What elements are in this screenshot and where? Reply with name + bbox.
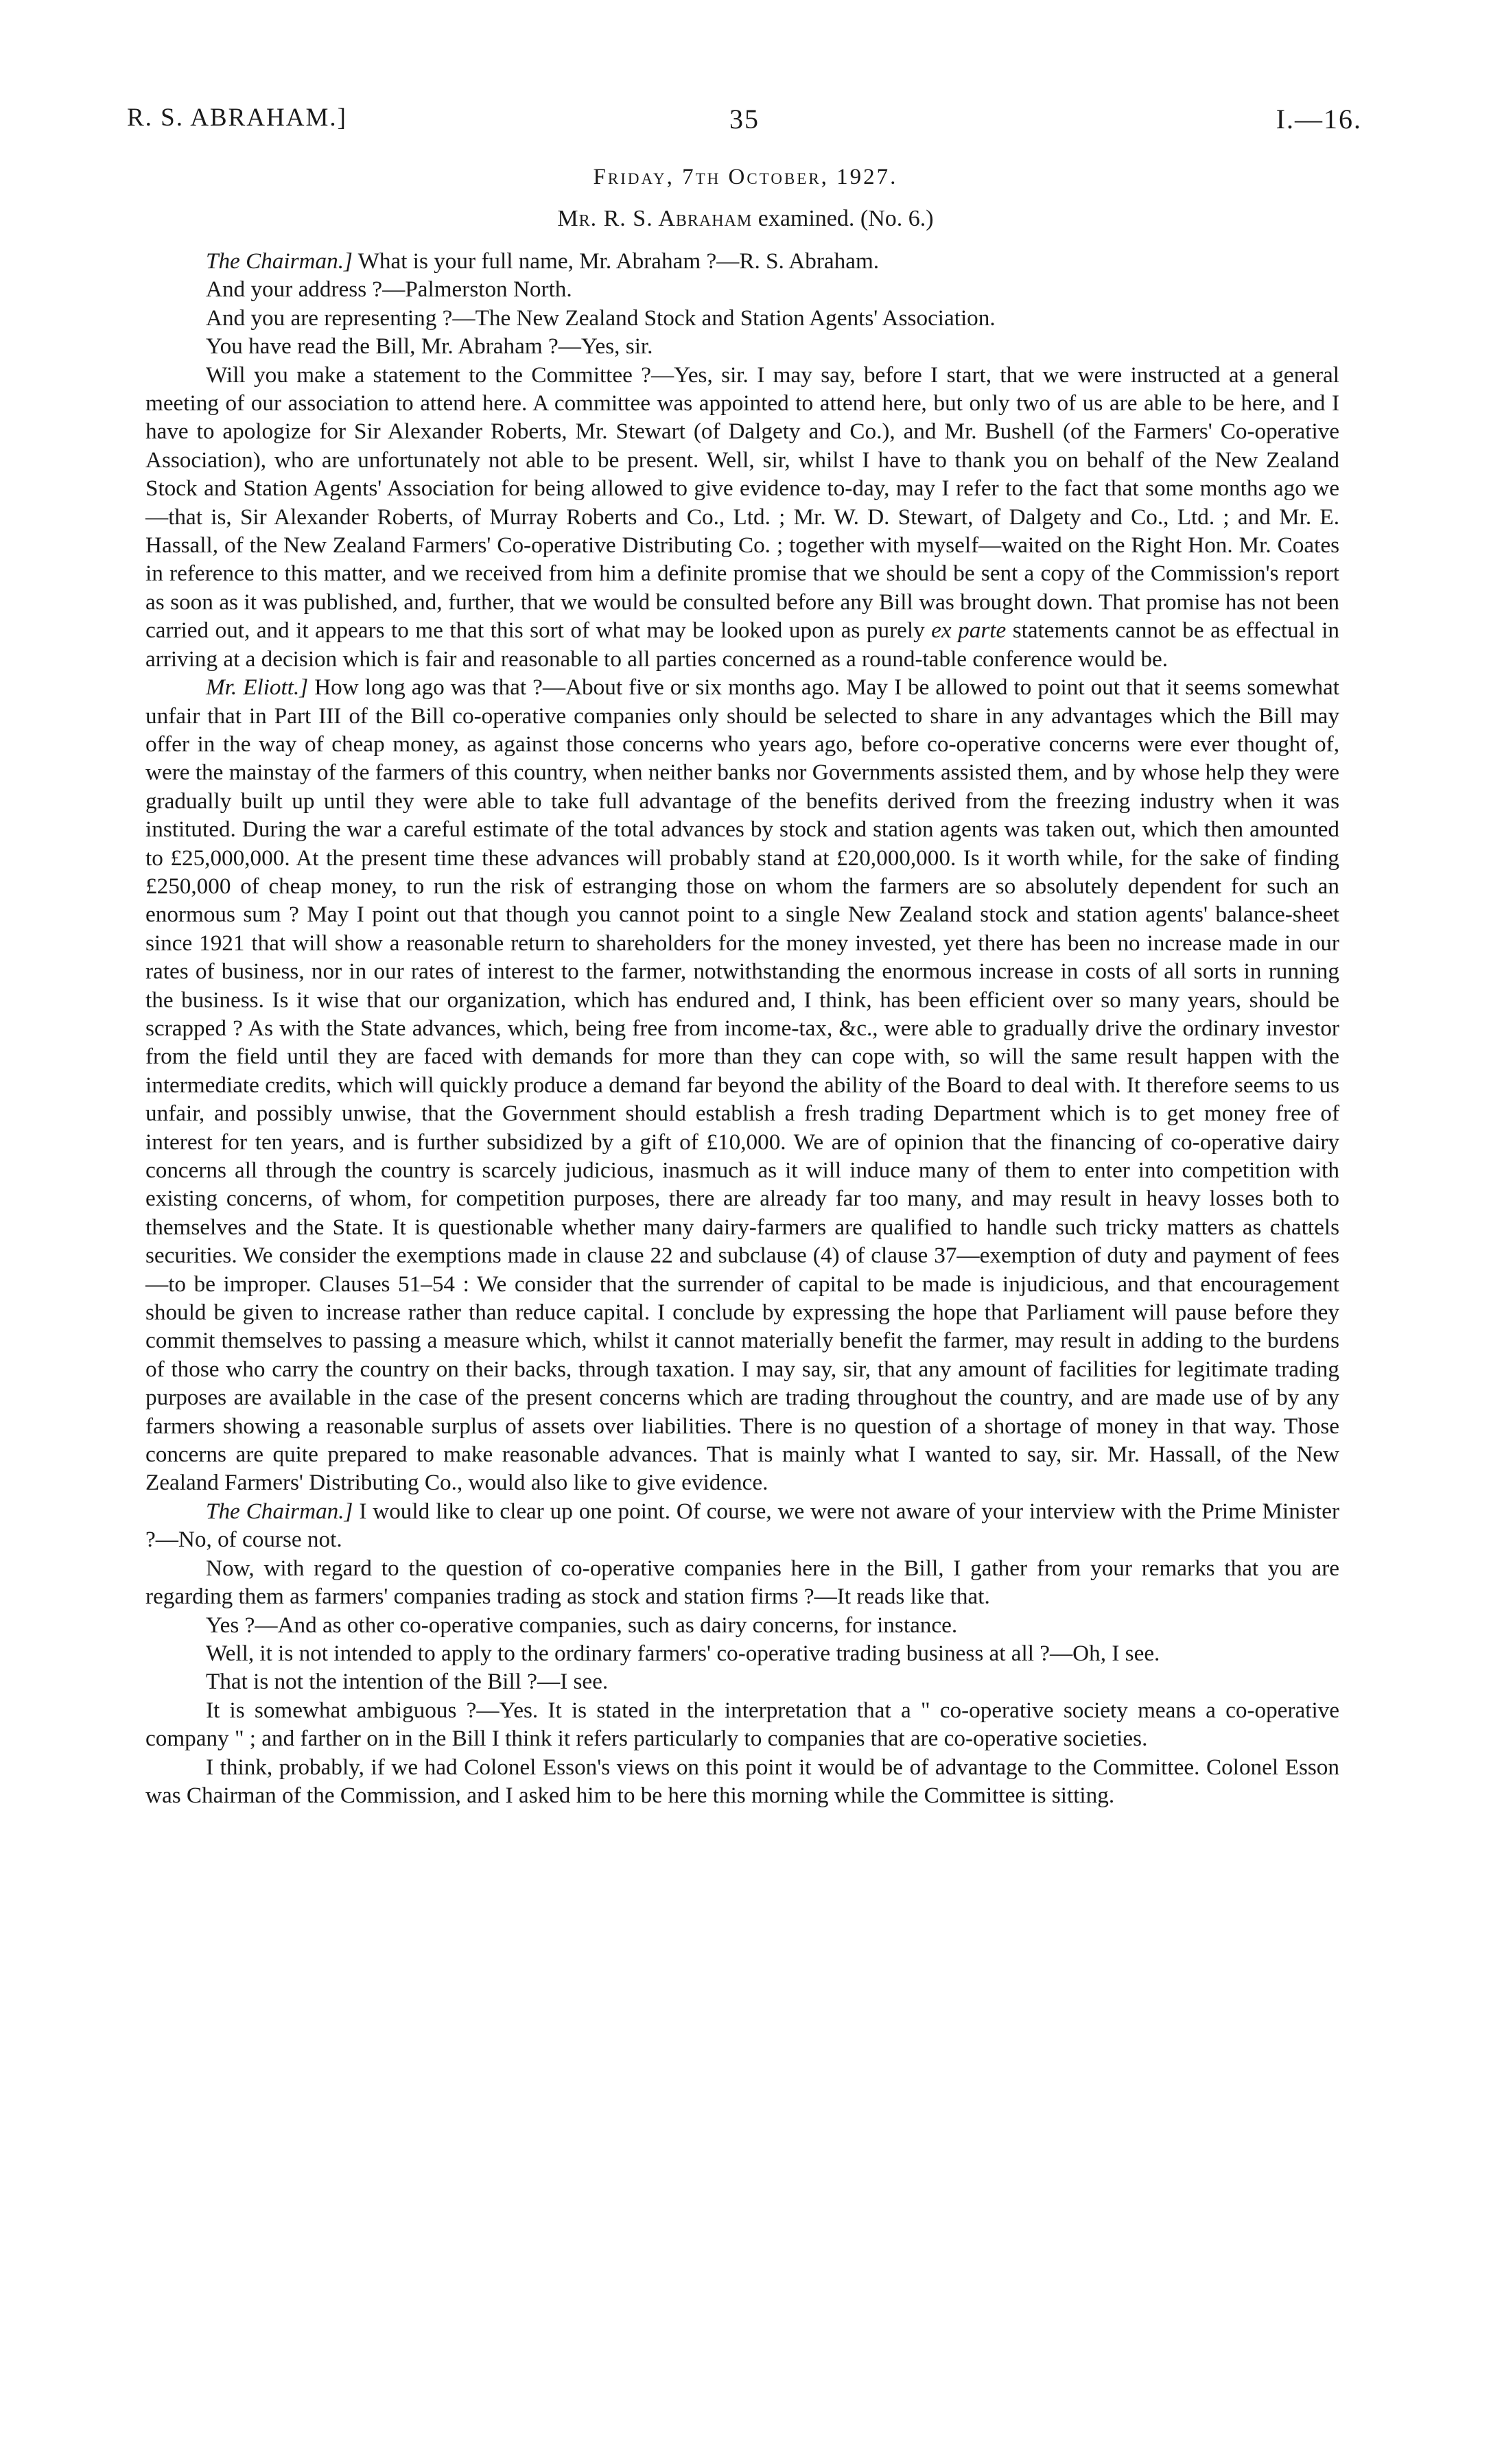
testimony-paragraph [145, 1753, 1339, 1810]
witness-heading [0, 206, 1491, 232]
page-number: 35 [729, 104, 760, 134]
paragraph-text: Yes ?—And as other co-operative companies, such as dairy concerns, for instance. [206, 1612, 958, 1638]
testimony-paragraph [145, 1497, 1339, 1554]
page-header [127, 103, 1362, 144]
testimony-paragraph [145, 673, 1339, 1497]
testimony-paragraph [145, 1696, 1339, 1753]
header-document-reference: I.—16. [1276, 104, 1362, 134]
testimony-paragraph [145, 275, 1339, 303]
paragraph-text: I think, probably, if we had Colonel Esson's views on this point it would be of advantage to the Committee. Colonel Esson was Chairman of the Commission, and I asked him to be here this morning while the Committee is sitting. [145, 1754, 1339, 1808]
paragraph-text: And your address ?—Palmerston North. [206, 277, 572, 303]
paragraph-text: You have read the Bill, Mr. Abraham ?—Yes, sir. [206, 333, 653, 360]
paragraph-text: Well, it is not intended to apply to the ordinary farmers' co-operative trading business at all ?—Oh, I see. [206, 1640, 1160, 1666]
testimony-paragraph [145, 1611, 1339, 1639]
testimony-paragraph [145, 247, 1339, 275]
paragraph-text: Will you make a statement to the Committee ?—Yes, sir. I may say, before I start, that we were instructed at a general meeting of our association to attend here. A committee was appointed to attend here, but only two of us are able to be here, and I have to apologize for Sir Alexander Roberts, Mr. Stewart (of Dalgety and Co.), and Mr. Bushell (of the Farmers' Co-operative Association), who are unfortunately not able to be present. Well, sir, whilst I have to thank you on behalf of the New Zealand Stock and Station Agents' Association for being allowed to give evidence to-day, may I refer to the fact that some months ago we—that is, Sir Alexander Roberts, of Murray Roberts and Co., Ltd. ; Mr. W. D. Stewart, of Dalgety and Co., Ltd. ; and Mr. E. Hassall, of the New Zealand Farmers' Co-operative Distributing Co. ; together with myself—waited on the Right Hon. Mr. Coates in reference to this matter, and we received from him a definite promise that we should be sent a copy of the Commission's report as soon as it was published, and, further, that we would be consulted before any Bill was brought down. That promise has not been carried out, and it appears to me that this sort of what may be looked upon as purely ex parte statements cannot be as effectual in arriving at a decision which is fair and reasonable to all parties concerned as a round-table conference would be. [145, 362, 1340, 672]
testimony-paragraph [145, 1639, 1339, 1667]
testimony-paragraph [145, 1667, 1339, 1696]
testimony-paragraph [145, 304, 1339, 332]
paragraph-text: That is not the intention of the Bill ?—I see. [206, 1669, 609, 1695]
witness-name: Mr. R. S. Abraham [557, 206, 753, 231]
paragraph-text: How long ago was that ?—About five or six months ago. May I be allowed to point out that it seems somewhat unfair that in Part III of the Bill co-operative companies only should be selected to share in any advantages which the Bill may offer in the way of cheap money, as against those concerns who years ago, before co-operative concerns were ever thought of, were the mainstay of the farmers of this country, when neither banks nor Governments assisted them, and by whose help they were gradually built up until they were able to take full advantage of the benefits derived from the freezing industry when it was instituted. During the war a careful estimate of the total advances by stock and station agents was taken out, which then amounted to £25,000,000. At the present time these advances will probably stand at £20,000,000. Is it worth while, for the sake of finding £250,000 of cheap money, to run the risk of estranging those on whom the farmers are so absolutely dependent for such an enormous sum ? May I point out that though you cannot point to a single New Zealand stock and station agents' balance-sheet since 1921 that will show a reasonable return to shareholders for the money invested, yet there has been no increase made in our rates of business, nor in our rates of interest to the farmer, notwithstanding the enormous increase in costs of all sorts in running the business. Is it wise that our organization, which has endured and, I think, has been efficient over so many years, should be scrapped ? As with the State advances, which, being free from income-tax, &c., were able to gradually drive the ordinary investor from the field until they are faced with demands for more than they can cope with, so will the same result happen with the intermediate credits, which will quickly produce a demand far beyond the ability of the Board to deal with. It therefore seems to us unfair, and possibly unwise, that the Government should establish a fresh trading Department which is to get money free of interest for ten years, and is further subsidized by a gift of £10,000. We are of opinion that the financing of co-operative dairy concerns all through the country is scarcely judicious, inasmuch as it will induce many of them to enter into competition with existing concerns, of whom, for competition purposes, there are already far too many, and may result in heavy losses both to themselves and the State. It is questionable whether many dairy-farmers are qualified to handle such tricky matters as chattels securities. We consider the exemptions made in clause 22 and subclause (4) of clause 37—exemption of duty and payment of fees—to be improper. Clauses 51–54 : We consider that the surrender of capital to be made is injudicious, and that encouragement should be given to increase rather than reduce capital. I conclude by expressing the hope that Parliament will pause before they commit themselves to passing a measure which, whilst it cannot materially benefit the farmer, may result in adding to the burdens of those who carry the country on their backs, through taxation. I may say, sir, that any amount of facilities for legitimate trading purposes are available in the case of the present concerns which are trading throughout the country, and are made use of by any farmers showing a reasonable surplus of assets over liabilities. There is no question of a shortage of money in that way. Those concerns are quite prepared to make reasonable advances. That is mainly what I wanted to say, sir. Mr. Hassall, of the New Zealand Farmers' Distributing Co., would also like to give evidence. [145, 674, 1339, 1496]
witness-heading-suffix: examined. (No. 6.) [752, 206, 934, 231]
paragraph-text: What is your full name, Mr. Abraham ?—R. S. Abraham. [352, 248, 880, 274]
paragraph-text: I would like to clear up one point. Of course, we were not aware of your interview with the Prime Minister ?—No, of course not. [145, 1498, 1339, 1553]
speaker-label: Mr. Eliott.] [206, 674, 309, 701]
testimony-paragraph [145, 332, 1339, 360]
testimony-paragraph [145, 361, 1339, 673]
paragraph-text: It is somewhat ambiguous ?—Yes. It is stated in the interpretation that a " co-operative society means a co-operative company " ; and farther on in the Bill I think it refers particularly to companies that are co-operative societies. [145, 1697, 1339, 1752]
speaker-label: The Chairman.] [206, 248, 353, 274]
paragraph-text: And you are representing ?—The New Zealand Stock and Station Agents' Association. [206, 305, 996, 331]
testimony-body [145, 247, 1339, 1809]
testimony-paragraph [145, 1554, 1339, 1611]
session-date: Friday, 7th October, 1927. [593, 165, 898, 189]
paragraph-text: Now, with regard to the question of co-operative companies here in the Bill, I gather from your remarks that you are regarding them as farmers' companies trading as stock and station firms ?—It reads like that. [145, 1555, 1339, 1610]
header-witness-name: R. S. ABRAHAM.] [127, 104, 347, 132]
speaker-label: The Chairman.] [206, 1498, 353, 1524]
